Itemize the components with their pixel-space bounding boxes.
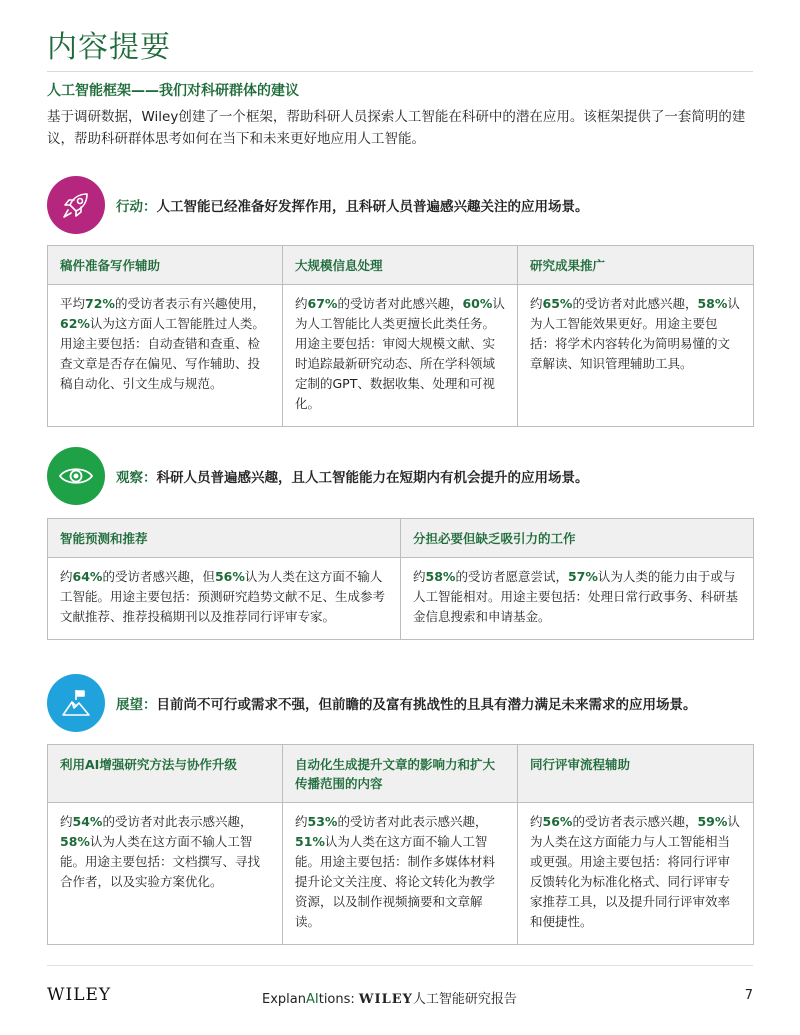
section-keyword: 行动： (116, 199, 157, 215)
column-body: 约53%的受访者对此表示感兴趣，51%认为人类在这方面不输人工智能。用途主要包括：制作多媒体材料提升论文关注度、将论文转化为教学资源，以及制作视频摘要和文章解读。 (283, 803, 518, 945)
title-divider (47, 71, 753, 72)
table-header-row (48, 519, 754, 558)
column-title: 自动化生成提升文章的影响力和扩大传播范围的内容 (283, 745, 518, 803)
rocket-icon (47, 176, 105, 234)
column-body: 约58%的受访者愿意尝试，57%认为人类的能力由于或与人工智能相对。用途主要包括：处理日常行政事务、科研基金信息搜索和申请基金。 (401, 558, 754, 640)
intro-paragraph: 基于调研数据，Wiley创建了一个框架，帮助科研人员探索人工智能在科研中的潜在应用。该框架提供了一套简明的建议，帮助科研群体思考如何在当下和未来更好地应用人工智能。 (47, 109, 746, 147)
stat-highlight: 53% (307, 814, 338, 829)
page-number: 7 (744, 988, 753, 1003)
column-title: 分担必要但缺乏吸引力的工作 (401, 519, 754, 558)
footer-divider (47, 965, 753, 966)
column-title: 同行评审流程辅助 (518, 745, 754, 803)
stat-highlight: 57% (567, 569, 598, 584)
column-title: 稿件准备写作辅助 (48, 246, 283, 285)
mountain-flag-icon (47, 674, 105, 732)
stat-highlight: 51% (295, 834, 325, 849)
column-title: 大规模信息处理 (283, 246, 518, 285)
stat-highlight: 59% (697, 814, 728, 829)
stat-highlight: 72% (85, 296, 115, 311)
table-row (48, 803, 754, 945)
observe-table (47, 518, 754, 640)
column-body: 平均72%的受访者表示有兴趣使用，62%认为这方面人工智能胜过人类。用途主要包括：自动查错和查重、检查文章是否存在偏见、写作辅助、投稿自动化、引文生成与规范。 (48, 285, 283, 427)
report-brand: WILEY (358, 992, 413, 1007)
table-header-row (48, 246, 754, 285)
section-keyword: 观察： (116, 470, 157, 486)
stat-highlight: 58% (60, 834, 90, 849)
table-header-row (48, 745, 754, 803)
action-table (47, 245, 754, 427)
section-action-header (47, 176, 589, 234)
stat-highlight: 56% (214, 569, 245, 584)
section-action-text (116, 195, 589, 215)
column-body: 约65%的受访者对此感兴趣，58%认为人工智能效果更好。用途主要包括：将学术内容转化为简明易懂的文章解读、知识管理辅助工具。 (518, 285, 754, 427)
page-title: 内容提要 (47, 30, 171, 65)
stat-highlight: 67% (307, 296, 338, 311)
section-observe-text (116, 466, 589, 486)
eye-icon (47, 447, 105, 505)
wiley-logo: WILEY (47, 985, 112, 1005)
stat-highlight: 56% (542, 814, 573, 829)
column-title: 利用AI增强研究方法与协作升级 (48, 745, 283, 803)
column-title: 智能预测和推荐 (48, 519, 401, 558)
section-keyword: 展望： (116, 697, 157, 713)
stat-highlight: 58% (425, 569, 456, 584)
report-name: ExplanAItions: WILEY人工智能研究报告 (262, 992, 517, 1007)
stat-highlight: 64% (72, 569, 103, 584)
section-heading: 目前尚不可行或需求不强，但前瞻的及富有挑战性的且具有潜力满足未来需求的应用场景。 (156, 697, 697, 713)
section-outlook-header (47, 674, 697, 732)
section-heading: 人工智能已经准备好发挥作用，且科研人员普遍感兴趣关注的应用场景。 (156, 199, 589, 215)
stat-highlight: 60% (462, 296, 493, 311)
section-observe-header (47, 447, 589, 505)
column-body: 约54%的受访者对此表示感兴趣，58%认为人类在这方面不输人工智能。用途主要包括：文档撰写、寻找合作者，以及实验方案优化。 (48, 803, 283, 945)
stat-highlight: 54% (72, 814, 103, 829)
section-heading: 科研人员普遍感兴趣，且人工智能能力在短期内有机会提升的应用场景。 (156, 470, 589, 486)
column-title: 研究成果推广 (518, 246, 754, 285)
framework-subtitle: 人工智能框架——我们对科研群体的建议 (47, 83, 299, 99)
column-body: 约67%的受访者对此感兴趣，60%认为人工智能比人类更擅长此类任务。用途主要包括：审阅大规模文献、实时追踪最新研究动态、所在学科领域定制的GPT、数据收集、处理和可视化。 (283, 285, 518, 427)
section-outlook-text (116, 693, 697, 713)
column-body: 约56%的受访者表示感兴趣，59%认为人类在这方面能力与人工智能相当或更强。用途主要包括：将同行评审反馈转化为标准化格式、同行评审专家推荐工具，以及提升同行评审效率和便捷性。 (518, 803, 754, 945)
column-body: 约64%的受访者感兴趣，但56%认为人类在这方面不输人工智能。用途主要包括：预测研究趋势文献不足、生成参考文献推荐、推荐投稿期刊以及推荐同行评审专家。 (48, 558, 401, 640)
stat-highlight: 62% (60, 316, 90, 331)
stat-highlight: 65% (542, 296, 573, 311)
table-row (48, 558, 754, 640)
stat-highlight: 58% (697, 296, 728, 311)
outlook-table (47, 744, 754, 945)
table-row (48, 285, 754, 427)
